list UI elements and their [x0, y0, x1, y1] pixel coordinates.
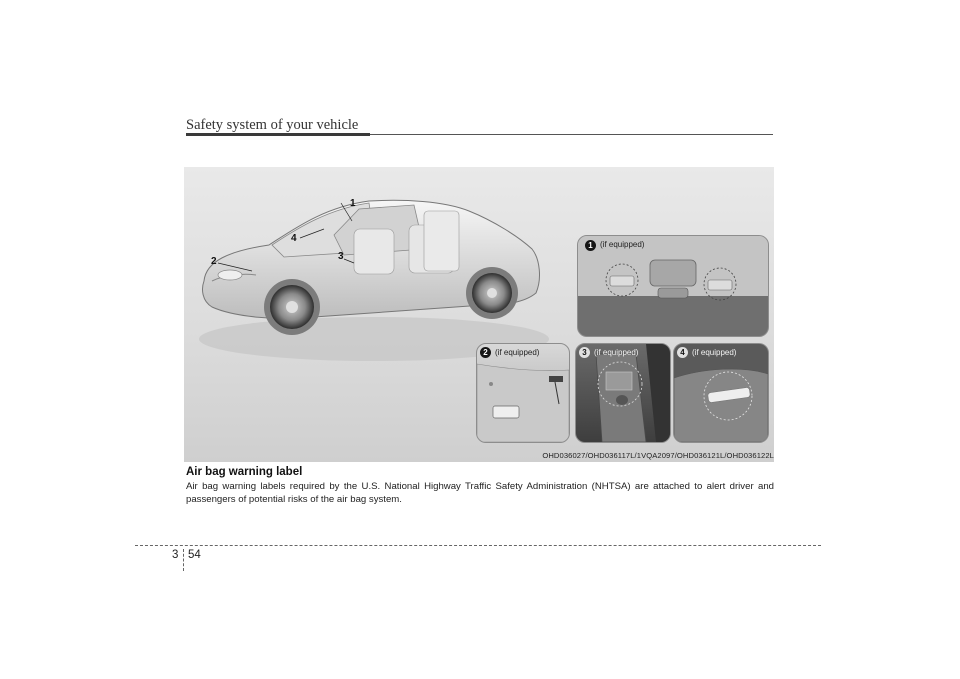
figure-code: OHD036027/OHD036117L/1VQA2097/OHD036121L/OHD036122L: [542, 451, 774, 460]
car-callout-2: 2: [211, 256, 217, 267]
page-number: 54: [188, 549, 201, 561]
b-pillar-illustration: [576, 344, 670, 442]
inset-badge-4: 4: [677, 347, 688, 358]
page-header-title: Safety system of your vehicle: [186, 117, 359, 133]
section-body: Air bag warning labels required by the U.S. National Highway Traffic Safety Administration (NHTSA) are attached to alert driver and passengers of potential risks of the air bag system.: [186, 481, 774, 505]
car-callout-1: 1: [350, 198, 356, 209]
inset-headliner: [577, 235, 769, 337]
car-callout-3: 3: [338, 251, 344, 262]
inset-note-2: (if equipped): [495, 348, 540, 357]
headliner-illustration: [578, 236, 768, 336]
inset-badge-3: 3: [579, 347, 590, 358]
inset-note-1: (if equipped): [600, 240, 645, 249]
section-heading: Air bag warning label: [186, 466, 303, 478]
sun-visor-illustration: [477, 344, 569, 442]
inset-sun-visor: [476, 343, 570, 443]
footer-rule: [135, 545, 821, 546]
inset-note-3: (if equipped): [594, 348, 639, 357]
airbag-label-figure: [184, 167, 774, 462]
inset-badge-1: 1: [585, 240, 596, 251]
inset-rear-shelf: [673, 343, 769, 443]
car-callout-4: 4: [291, 233, 297, 244]
rear-shelf-illustration: [674, 344, 768, 442]
footer-divider: [183, 549, 184, 571]
inset-badge-2: 2: [480, 347, 491, 358]
inset-b-pillar: [575, 343, 671, 443]
inset-note-4: (if equipped): [692, 348, 737, 357]
header-rule-thin: [370, 134, 773, 135]
header-rule-thick: [186, 133, 370, 136]
chapter-number: 3: [172, 549, 179, 561]
